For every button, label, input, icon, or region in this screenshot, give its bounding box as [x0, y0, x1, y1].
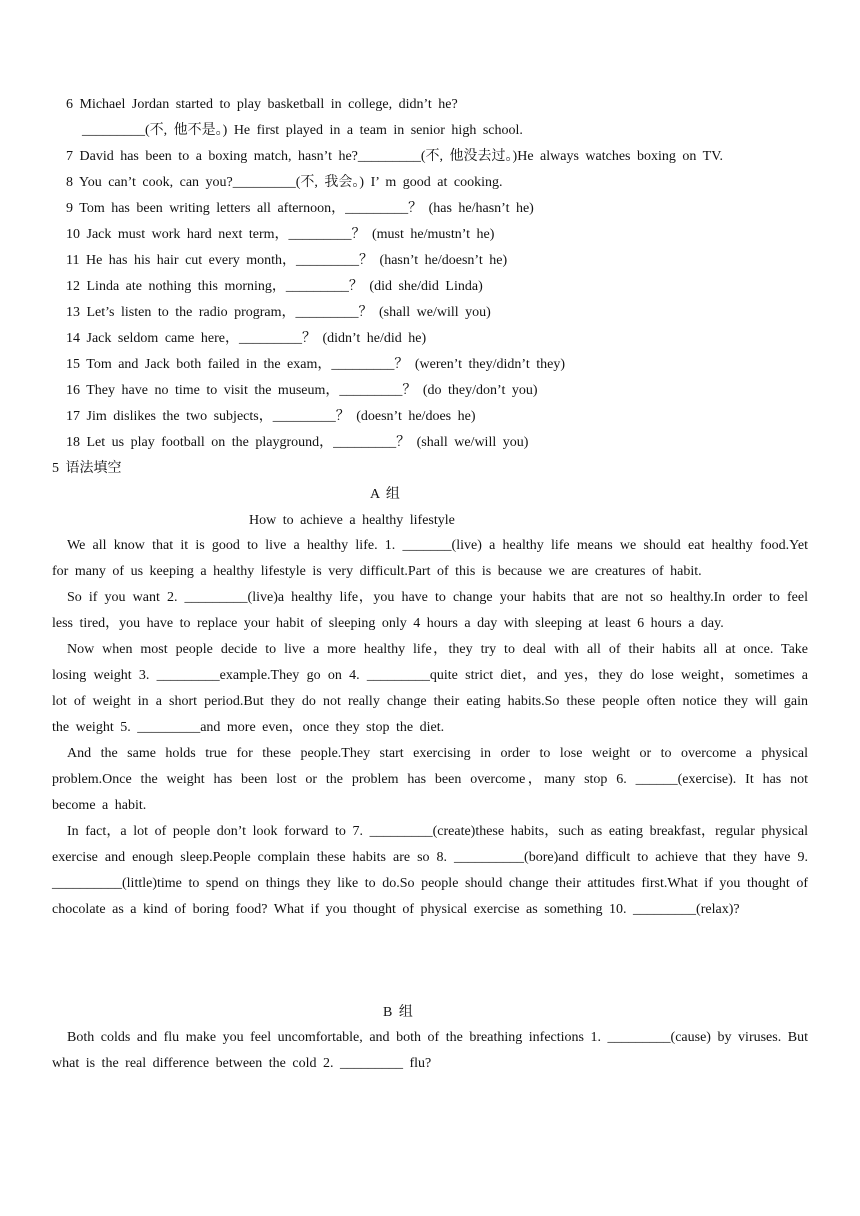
question-18: 18 Let us play football on the playground，_________？ (shall we/will you): [66, 435, 529, 450]
group-b-paragraph-1: Both colds and flu make you feel uncomfortable, and both of the breathing infections 1. _________(cause) by viruses. But what is the real difference between the cold 2. _________ flu?: [52, 1030, 808, 1071]
question-12: 12 Linda ate nothing this morning，_________？ (did she/did Linda): [66, 279, 483, 294]
passage-paragraph-3: Now when most people decide to live a more healthy life，they try to deal with all of their habits all at once. Take losing weight 3. _________example.They go on 4. _________quite strict diet，and yes，they do lose weight，sometimes a lot of weight in a short period.But they do not really change their eating habits.So these people often notice they will gain the weight 5. _________and more even，once they stop the diet.: [52, 642, 808, 735]
passage-paragraph-1: We all know that it is good to live a healthy life. 1. _______(live) a healthy life means we should eat healthy food.Yet for many of us keeping a healthy lifestyle is very difficult.Part of this is because we are creatures of habit.: [52, 538, 808, 579]
question-11: 11 He has his hair cut every month，_________？ (hasn’t he/doesn’t he): [66, 253, 508, 268]
question-10: 10 Jack must work hard next term，_________？ (must he/mustn’t he): [66, 227, 495, 242]
group-b-passage: [52, 1025, 808, 1077]
question-15: 15 Tom and Jack both failed in the exam，_________？ (weren’t they/didn’t they): [66, 357, 565, 372]
group-a-passage: [52, 533, 808, 923]
group-a-title: How to achieve a healthy lifestyle: [249, 513, 455, 528]
question-8: 8 You can’t cook, can you?_________(不, 我会。) I’ m good at cooking.: [66, 175, 503, 190]
question-16: 16 They have no time to visit the museum，_________？ (do they/don’t you): [66, 383, 538, 398]
question-14: 14 Jack seldom came here，_________？ (didn’t he/did he): [66, 331, 427, 346]
question-9: 9 Tom has been writing letters all afternoon，_________？ (has he/hasn’t he): [66, 201, 534, 216]
passage-paragraph-2: So if you want 2. _________(live)a healthy life，you have to change your habits that are not so healthy.In order to feel less tired，you have to replace your habit of sleeping only 4 hours a day with sleeping at least 6 hours a day.: [52, 590, 808, 631]
question-6: 6 Michael Jordan started to play basketball in college, didn’t he?: [66, 97, 458, 112]
group-a-label: A 组: [370, 487, 400, 502]
passage-paragraph-4: And the same holds true for these people.They start exercising in order to lose weight or to overcome a physical problem.Once the weight has been lost or the problem has been overcome，many stop 6. ______(exercise). It has not become a habit.: [52, 746, 808, 813]
section-heading: 5 语法填空: [52, 461, 122, 476]
group-b-label: B 组: [383, 1005, 413, 1020]
passage-paragraph-5: In fact，a lot of people don’t look forward to 7. _________(create)these habits，such as eating breakfast，regular physical exercise and enough sleep.People complain these habits are so 8. __________(bore)and difficult to achieve that they have 9. __________(little)time to spend on things they like to do.So people should change their attitudes first.What if you thought of chocolate as a kind of boring food? What if you thought of physical exercise as something 10. _________(relax)?: [52, 824, 808, 917]
question-6-answer: _________(不, 他不是。) He first played in a team in senior high school.: [82, 123, 523, 138]
question-13: 13 Let’s listen to the radio program，_________？ (shall we/will you): [66, 305, 491, 320]
question-17: 17 Jim dislikes the two subjects，_________？ (doesn’t he/does he): [66, 409, 476, 424]
question-7: 7 David has been to a boxing match, hasn’t he?_________(不, 他没去过。)He always watches boxing on TV.: [66, 149, 724, 164]
